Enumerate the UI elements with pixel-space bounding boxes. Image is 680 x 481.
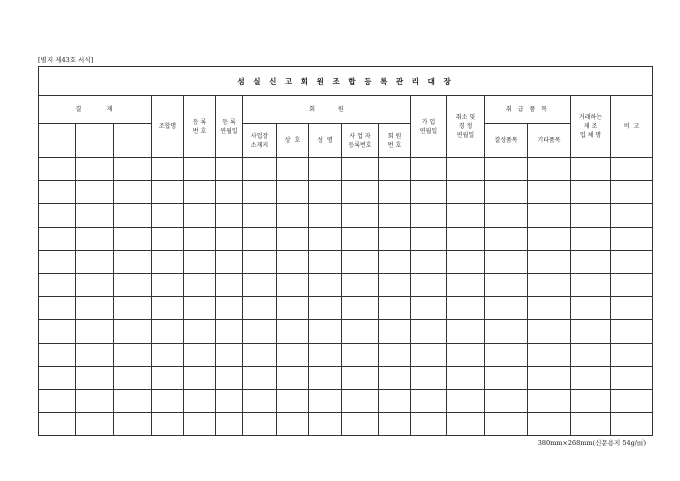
header-row-top: [39, 96, 653, 124]
table-cell[interactable]: [76, 250, 114, 273]
header-row-bottom: [39, 124, 653, 158]
table-cell[interactable]: [411, 297, 447, 320]
table-cell[interactable]: [114, 227, 152, 250]
table-cell[interactable]: [184, 297, 216, 320]
table-cell[interactable]: [571, 158, 611, 181]
approval-box[interactable]: [114, 124, 152, 158]
table-cell[interactable]: [243, 158, 277, 181]
table-cell[interactable]: [447, 158, 485, 181]
table-cell[interactable]: [216, 366, 243, 389]
table-cell[interactable]: [379, 273, 411, 296]
table-cell[interactable]: [309, 366, 342, 389]
form-number: [별지 제43호 서식]: [38, 56, 94, 64]
table-cell[interactable]: [571, 389, 611, 412]
table-cell[interactable]: [243, 413, 277, 436]
member-no-header: 회 원 번 호: [379, 124, 411, 158]
table-cell[interactable]: [216, 227, 243, 250]
table-cell[interactable]: [114, 250, 152, 273]
table-cell[interactable]: [152, 158, 184, 181]
table-cell[interactable]: [447, 297, 485, 320]
table-cell[interactable]: [277, 181, 309, 204]
table-cell[interactable]: [342, 227, 379, 250]
table-row: [39, 297, 653, 320]
reg-number-header: 등 록 번 호: [184, 96, 216, 158]
table-cell[interactable]: [152, 273, 184, 296]
table-cell[interactable]: [76, 413, 114, 436]
table-row: [39, 320, 653, 343]
ledger-title: 섬 실 신 고 회 원 조 합 등 록 관 리 대 장: [39, 67, 653, 96]
table-cell[interactable]: [243, 204, 277, 227]
table-cell[interactable]: [485, 389, 528, 412]
member-name-header: 성 명: [309, 124, 342, 158]
table-cell[interactable]: [39, 413, 76, 436]
table-cell[interactable]: [447, 204, 485, 227]
table-cell[interactable]: [152, 181, 184, 204]
ledger-body: [39, 158, 653, 436]
approval-box[interactable]: [39, 124, 76, 158]
table-cell[interactable]: [114, 389, 152, 412]
table-cell[interactable]: [243, 297, 277, 320]
table-cell[interactable]: [571, 413, 611, 436]
table-cell[interactable]: [611, 366, 653, 389]
table-cell[interactable]: [114, 343, 152, 366]
table-cell[interactable]: [379, 204, 411, 227]
table-cell[interactable]: [309, 158, 342, 181]
table-cell[interactable]: [485, 250, 528, 273]
approval-box[interactable]: [76, 124, 114, 158]
table-cell[interactable]: [485, 413, 528, 436]
table-cell[interactable]: [114, 320, 152, 343]
table-cell[interactable]: [342, 343, 379, 366]
table-cell[interactable]: [342, 320, 379, 343]
table-cell[interactable]: [447, 320, 485, 343]
table-cell[interactable]: [216, 204, 243, 227]
items-other-header: 기타품목: [528, 124, 571, 158]
table-cell[interactable]: [611, 273, 653, 296]
table-cell[interactable]: [184, 273, 216, 296]
union-name-header: 조합명: [152, 96, 184, 158]
table-cell[interactable]: [277, 297, 309, 320]
table-cell[interactable]: [76, 297, 114, 320]
table-cell[interactable]: [411, 273, 447, 296]
table-cell[interactable]: [571, 343, 611, 366]
table-cell[interactable]: [152, 320, 184, 343]
table-cell[interactable]: [485, 227, 528, 250]
table-cell[interactable]: [379, 158, 411, 181]
table-cell[interactable]: [379, 227, 411, 250]
table-cell[interactable]: [39, 227, 76, 250]
table-cell[interactable]: [152, 413, 184, 436]
table-row: [39, 181, 653, 204]
cancel-change-header: 취소 및 경 정 연월일: [447, 96, 485, 158]
reg-date-header: 등 록 연월일: [216, 96, 243, 158]
table-cell[interactable]: [277, 320, 309, 343]
table-cell[interactable]: [76, 204, 114, 227]
table-cell[interactable]: [39, 204, 76, 227]
member-trade-name-header: 상 호: [277, 124, 309, 158]
table-cell[interactable]: [411, 227, 447, 250]
table-cell[interactable]: [571, 227, 611, 250]
table-cell[interactable]: [528, 273, 571, 296]
table-cell[interactable]: [39, 273, 76, 296]
table-cell[interactable]: [76, 227, 114, 250]
paper-spec-note: 380mm×268mm(신문용지 54g/㎡): [537, 439, 646, 447]
table-cell[interactable]: [243, 366, 277, 389]
table-cell[interactable]: [342, 181, 379, 204]
table-cell[interactable]: [411, 366, 447, 389]
table-cell[interactable]: [447, 389, 485, 412]
table-cell[interactable]: [447, 250, 485, 273]
table-cell[interactable]: [611, 227, 653, 250]
table-cell[interactable]: [611, 320, 653, 343]
table-cell[interactable]: [342, 158, 379, 181]
table-cell[interactable]: [184, 389, 216, 412]
table-cell[interactable]: [611, 204, 653, 227]
table-cell[interactable]: [39, 320, 76, 343]
table-cell[interactable]: [342, 273, 379, 296]
table-cell[interactable]: [277, 366, 309, 389]
trading-factory-header: 거래하는 재 조 업 체 명: [571, 96, 611, 158]
table-cell[interactable]: [39, 366, 76, 389]
table-cell[interactable]: [379, 389, 411, 412]
table-cell[interactable]: [216, 389, 243, 412]
table-cell[interactable]: [243, 181, 277, 204]
member-address-header: 사업장 소재지: [243, 124, 277, 158]
table-cell[interactable]: [528, 320, 571, 343]
table-cell[interactable]: [309, 413, 342, 436]
table-cell[interactable]: [411, 181, 447, 204]
table-cell[interactable]: [342, 413, 379, 436]
join-date-header: 가 입 연월일: [411, 96, 447, 158]
table-cell[interactable]: [411, 389, 447, 412]
members-header: 회 원: [243, 96, 411, 124]
table-row: [39, 227, 653, 250]
table-cell[interactable]: [76, 366, 114, 389]
table-cell[interactable]: [76, 181, 114, 204]
table-cell[interactable]: [309, 320, 342, 343]
table-cell[interactable]: [528, 366, 571, 389]
table-cell[interactable]: [309, 181, 342, 204]
table-cell[interactable]: [342, 250, 379, 273]
table-cell[interactable]: [342, 297, 379, 320]
table-cell[interactable]: [379, 343, 411, 366]
table-cell[interactable]: [485, 181, 528, 204]
table-cell[interactable]: [184, 250, 216, 273]
table-cell[interactable]: [447, 273, 485, 296]
table-cell[interactable]: [528, 297, 571, 320]
table-cell[interactable]: [277, 273, 309, 296]
table-cell[interactable]: [216, 158, 243, 181]
table-cell[interactable]: [277, 389, 309, 412]
table-cell[interactable]: [114, 366, 152, 389]
table-cell[interactable]: [611, 389, 653, 412]
table-cell[interactable]: [611, 297, 653, 320]
items-designated-header: 결성품목: [485, 124, 528, 158]
table-cell[interactable]: [76, 320, 114, 343]
table-cell[interactable]: [379, 181, 411, 204]
table-cell[interactable]: [485, 320, 528, 343]
table-cell[interactable]: [611, 343, 653, 366]
table-row: [39, 413, 653, 436]
table-cell[interactable]: [39, 158, 76, 181]
registration-ledger-table: [38, 66, 653, 436]
table-cell[interactable]: [309, 297, 342, 320]
table-cell[interactable]: [379, 320, 411, 343]
table-cell[interactable]: [184, 181, 216, 204]
title-row: [39, 67, 653, 96]
table-cell[interactable]: [152, 227, 184, 250]
table-cell[interactable]: [611, 158, 653, 181]
table-cell[interactable]: [485, 343, 528, 366]
table-cell[interactable]: [571, 181, 611, 204]
table-cell[interactable]: [309, 227, 342, 250]
table-cell[interactable]: [114, 413, 152, 436]
table-cell[interactable]: [39, 343, 76, 366]
table-cell[interactable]: [277, 250, 309, 273]
table-cell[interactable]: [184, 413, 216, 436]
table-cell[interactable]: [277, 158, 309, 181]
table-cell[interactable]: [611, 250, 653, 273]
table-cell[interactable]: [216, 250, 243, 273]
table-row: [39, 250, 653, 273]
table-cell[interactable]: [277, 204, 309, 227]
table-cell[interactable]: [184, 366, 216, 389]
table-cell[interactable]: [447, 227, 485, 250]
table-cell[interactable]: [114, 181, 152, 204]
table-cell[interactable]: [342, 389, 379, 412]
table-cell[interactable]: [76, 389, 114, 412]
table-cell[interactable]: [243, 320, 277, 343]
table-cell[interactable]: [447, 366, 485, 389]
table-row: [39, 343, 653, 366]
table-cell[interactable]: [485, 158, 528, 181]
table-cell[interactable]: [216, 297, 243, 320]
table-row: [39, 389, 653, 412]
table-cell[interactable]: [342, 204, 379, 227]
table-cell[interactable]: [379, 413, 411, 436]
table-cell[interactable]: [76, 158, 114, 181]
table-cell[interactable]: [76, 273, 114, 296]
table-cell[interactable]: [571, 366, 611, 389]
table-cell[interactable]: [216, 273, 243, 296]
remarks-header: 비 고: [611, 96, 653, 158]
table-cell[interactable]: [485, 366, 528, 389]
table-cell[interactable]: [114, 158, 152, 181]
table-cell[interactable]: [571, 204, 611, 227]
table-cell[interactable]: [411, 250, 447, 273]
table-cell[interactable]: [309, 389, 342, 412]
table-cell[interactable]: [76, 343, 114, 366]
table-cell[interactable]: [277, 343, 309, 366]
table-cell[interactable]: [411, 158, 447, 181]
table-cell[interactable]: [184, 158, 216, 181]
table-cell[interactable]: [184, 204, 216, 227]
table-cell[interactable]: [571, 273, 611, 296]
table-cell[interactable]: [152, 297, 184, 320]
table-cell[interactable]: [216, 320, 243, 343]
table-cell[interactable]: [309, 343, 342, 366]
table-row: [39, 158, 653, 181]
table-cell[interactable]: [152, 389, 184, 412]
table-cell[interactable]: [152, 366, 184, 389]
table-cell[interactable]: [379, 366, 411, 389]
table-cell[interactable]: [528, 413, 571, 436]
table-cell[interactable]: [243, 273, 277, 296]
table-cell[interactable]: [611, 413, 653, 436]
table-cell[interactable]: [309, 204, 342, 227]
table-row: [39, 204, 653, 227]
table-cell[interactable]: [309, 273, 342, 296]
table-cell[interactable]: [379, 297, 411, 320]
table-cell[interactable]: [342, 366, 379, 389]
table-cell[interactable]: [485, 204, 528, 227]
table-cell[interactable]: [39, 181, 76, 204]
table-cell[interactable]: [243, 343, 277, 366]
table-cell[interactable]: [243, 227, 277, 250]
table-cell[interactable]: [184, 343, 216, 366]
table-cell[interactable]: [309, 250, 342, 273]
table-cell[interactable]: [447, 343, 485, 366]
table-cell[interactable]: [277, 413, 309, 436]
table-cell[interactable]: [447, 181, 485, 204]
items-handled-header: 취 급 품 목: [485, 96, 571, 124]
member-business-no-header: 사 업 자 등록번호: [342, 124, 379, 158]
table-cell[interactable]: [277, 227, 309, 250]
table-row: [39, 273, 653, 296]
table-cell[interactable]: [152, 343, 184, 366]
table-cell[interactable]: [379, 250, 411, 273]
table-cell[interactable]: [528, 250, 571, 273]
table-cell[interactable]: [485, 273, 528, 296]
table-cell[interactable]: [528, 181, 571, 204]
table-cell[interactable]: [184, 227, 216, 250]
table-cell[interactable]: [411, 320, 447, 343]
table-cell[interactable]: [528, 227, 571, 250]
table-cell[interactable]: [528, 343, 571, 366]
table-cell[interactable]: [152, 250, 184, 273]
table-cell[interactable]: [216, 181, 243, 204]
approval-header: 결 재: [39, 96, 152, 124]
table-row: [39, 366, 653, 389]
table-cell[interactable]: [411, 204, 447, 227]
table-cell[interactable]: [485, 297, 528, 320]
table-cell[interactable]: [528, 204, 571, 227]
table-cell[interactable]: [114, 204, 152, 227]
table-cell[interactable]: [152, 204, 184, 227]
table-cell[interactable]: [243, 389, 277, 412]
table-cell[interactable]: [571, 320, 611, 343]
table-cell[interactable]: [216, 413, 243, 436]
table-cell[interactable]: [611, 181, 653, 204]
table-cell[interactable]: [184, 320, 216, 343]
table-cell[interactable]: [216, 343, 243, 366]
table-cell[interactable]: [411, 343, 447, 366]
table-cell[interactable]: [528, 389, 571, 412]
table-cell[interactable]: [571, 297, 611, 320]
table-cell[interactable]: [447, 413, 485, 436]
table-cell[interactable]: [39, 389, 76, 412]
table-cell[interactable]: [571, 250, 611, 273]
table-cell[interactable]: [39, 297, 76, 320]
table-cell[interactable]: [39, 250, 76, 273]
table-cell[interactable]: [411, 413, 447, 436]
table-cell[interactable]: [114, 273, 152, 296]
table-cell[interactable]: [528, 158, 571, 181]
table-cell[interactable]: [243, 250, 277, 273]
table-cell[interactable]: [114, 297, 152, 320]
